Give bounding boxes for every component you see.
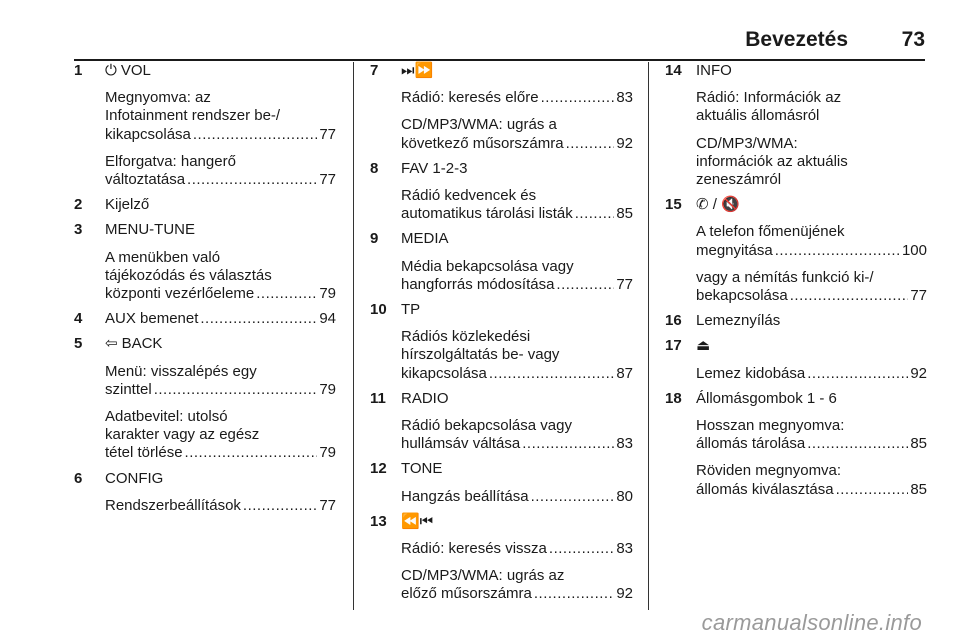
description-text: Rádió: keresés vissza xyxy=(401,540,547,558)
control-icon: ⏭⏩ xyxy=(401,62,434,79)
description-line: tájékozódás és választás xyxy=(105,266,272,284)
legend-entry xyxy=(74,470,336,515)
description-text: Lemez kidobása xyxy=(696,364,806,382)
description-line: információk az aktuális xyxy=(696,152,848,170)
entry-number: 4 xyxy=(74,310,83,328)
description-text: központi vezérlőeleme xyxy=(105,285,255,303)
description-line: A menükben való xyxy=(105,248,221,266)
page-reference: 92 xyxy=(616,134,633,152)
dot-leader xyxy=(534,585,614,603)
page-reference: 83 xyxy=(616,435,633,453)
legend-entry xyxy=(74,62,336,189)
entry-label: VOL xyxy=(120,62,151,79)
description-line: Hosszan megnyomva: xyxy=(696,417,845,435)
description-text: tétel törlése xyxy=(105,444,183,462)
page-reference: 92 xyxy=(910,364,927,382)
legend-entry xyxy=(665,390,927,499)
legend-entry xyxy=(370,230,633,294)
toc-line xyxy=(401,585,633,603)
dot-leader xyxy=(556,276,614,294)
description-text: előző műsorszámra xyxy=(401,585,532,603)
description-text: automatikus tárolási listák xyxy=(401,205,573,223)
entry-number: 2 xyxy=(74,196,83,214)
entry-label: INFO xyxy=(696,62,732,79)
description-text: hangforrás módosítása xyxy=(401,275,555,293)
entry-label: TONE xyxy=(401,460,443,478)
entry-description xyxy=(105,363,336,399)
entry-heading xyxy=(105,335,336,353)
legend-entry xyxy=(370,513,633,604)
page-reference: 77 xyxy=(910,287,927,305)
toc-line xyxy=(105,285,336,303)
legend-entry xyxy=(665,337,927,382)
entry-number: 15 xyxy=(665,196,682,214)
toc-line xyxy=(105,126,336,144)
entry-heading xyxy=(401,460,633,478)
description-line: aktuális állomásról xyxy=(696,107,820,125)
description-line: vagy a némítás funkció ki-/ xyxy=(696,268,874,286)
description-text: Hangzás beállítása xyxy=(401,487,529,505)
entry-description xyxy=(105,89,336,144)
dot-leader xyxy=(807,435,908,453)
dot-leader xyxy=(185,444,318,462)
toc-line xyxy=(696,287,927,305)
toc-line xyxy=(696,481,927,499)
entry-heading xyxy=(696,337,927,355)
entry-label: MENU-TUNE xyxy=(105,221,195,239)
legend-entry xyxy=(74,196,336,214)
toc-line xyxy=(105,497,336,515)
toc-line xyxy=(105,171,336,189)
entry-number: 14 xyxy=(665,62,682,79)
entry-heading xyxy=(401,62,633,80)
description-line: Média bekapcsolása vagy xyxy=(401,257,574,275)
column-divider-1 xyxy=(353,62,354,610)
description-line: hírszolgáltatás be- vagy xyxy=(401,346,560,364)
entry-description xyxy=(696,269,927,305)
legend-entry xyxy=(665,196,927,305)
description-text: állomás tárolása xyxy=(696,435,806,453)
description-text: hullámsáv váltása xyxy=(401,435,521,453)
entry-description xyxy=(696,135,927,190)
entry-heading xyxy=(105,62,336,80)
description-line: Rádió: Információk az xyxy=(696,89,842,107)
toc-line xyxy=(105,444,336,462)
dot-leader xyxy=(256,285,317,303)
entry-heading xyxy=(105,221,336,239)
control-icon: ⏻ xyxy=(105,62,117,79)
page-reference: 100 xyxy=(901,241,927,259)
entry-label: Kijelző xyxy=(105,196,150,214)
entry-number: 5 xyxy=(74,335,83,353)
legend-entry xyxy=(74,310,336,328)
dot-leader xyxy=(836,481,909,499)
description-line: Megnyomva: az xyxy=(105,89,211,107)
watermark: carmanualsonline.info xyxy=(701,610,922,635)
entry-description xyxy=(105,249,336,304)
entry-heading xyxy=(696,390,927,408)
description-line: Elforgatva: hangerő xyxy=(105,152,236,170)
entry-heading xyxy=(105,310,336,328)
page-title: Bevezetés xyxy=(745,28,848,51)
entry-number: 11 xyxy=(370,389,386,407)
legend-entry xyxy=(370,62,633,153)
entry-number: 10 xyxy=(370,301,387,319)
entry-label: AUX bemenet xyxy=(105,310,199,328)
entry-number: 9 xyxy=(370,230,379,248)
entry-number: 13 xyxy=(370,512,387,530)
legend-entry xyxy=(665,62,927,189)
dot-leader xyxy=(200,310,317,328)
page-reference: 85 xyxy=(910,480,927,498)
dot-leader xyxy=(566,135,615,153)
entry-heading xyxy=(401,390,633,408)
entry-description xyxy=(401,187,633,223)
dot-leader xyxy=(775,242,900,260)
description-line: CD/MP3/WMA: ugrás az xyxy=(401,567,565,585)
description-line: Infotainment rendszer be-/ xyxy=(105,107,281,125)
description-line: Menü: visszalépés egy xyxy=(105,362,257,380)
page-reference: 77 xyxy=(319,125,336,143)
dot-leader xyxy=(187,171,317,189)
entry-number: 16 xyxy=(665,312,682,330)
page-reference: 85 xyxy=(616,205,633,223)
entry-label: Lemeznyílás xyxy=(696,312,781,330)
entry-description xyxy=(696,223,927,259)
page-reference: 79 xyxy=(319,444,336,462)
toc-line xyxy=(401,135,633,153)
entry-number: 17 xyxy=(665,337,682,355)
description-line: zeneszámról xyxy=(696,171,782,189)
entry-description xyxy=(401,89,633,107)
entry-heading xyxy=(696,62,927,80)
page-reference: 77 xyxy=(319,171,336,189)
entry-heading xyxy=(401,230,633,248)
toc-line xyxy=(105,381,336,399)
entry-heading xyxy=(401,301,633,319)
column-1 xyxy=(74,62,336,515)
page-reference: 83 xyxy=(616,89,633,107)
header-rule xyxy=(74,59,925,61)
toc-line xyxy=(401,276,633,294)
entry-number: 12 xyxy=(370,460,387,478)
column-divider-2 xyxy=(648,62,649,610)
page-reference: 79 xyxy=(319,285,336,303)
legend-entry xyxy=(370,301,633,383)
entry-label: TP xyxy=(401,301,421,319)
page-reference: 79 xyxy=(319,380,336,398)
dot-leader xyxy=(549,540,614,558)
entry-heading xyxy=(105,470,336,488)
entry-number: 18 xyxy=(665,389,682,407)
control-icon: ⏪⏮ xyxy=(401,512,434,530)
description-text: Rádió: keresés előre xyxy=(401,89,539,107)
entry-description xyxy=(401,417,633,453)
entry-description xyxy=(401,540,633,558)
description-line: A telefon főmenüjének xyxy=(696,223,845,241)
control-icon: ⇦ xyxy=(105,335,118,353)
legend-entry xyxy=(370,160,633,224)
page-reference: 85 xyxy=(910,435,927,453)
description-line: CD/MP3/WMA: xyxy=(696,134,798,152)
entry-number: 6 xyxy=(74,469,83,487)
dot-leader xyxy=(193,126,317,144)
entry-description xyxy=(696,365,927,383)
page-reference: 80 xyxy=(616,487,633,505)
entry-label: CONFIG xyxy=(105,469,164,487)
entry-number: 8 xyxy=(370,159,379,177)
entry-description xyxy=(401,116,633,152)
legend-entry xyxy=(665,312,927,330)
legend-entry xyxy=(370,460,633,505)
entry-number: 1 xyxy=(74,62,83,79)
description-text: kikapcsolása xyxy=(401,364,487,382)
page-reference: 92 xyxy=(616,585,633,603)
legend-entry xyxy=(74,221,336,303)
page-reference: 94 xyxy=(319,310,336,328)
page-reference: 77 xyxy=(319,496,336,514)
description-line: Rádió kedvencek és xyxy=(401,187,537,205)
description-text: kikapcsolása xyxy=(105,125,191,143)
toc-line xyxy=(401,435,633,453)
column-3 xyxy=(665,62,927,499)
entry-heading xyxy=(401,513,633,531)
entry-label: FAV 1-2-3 xyxy=(401,159,468,177)
description-line: Rádió bekapcsolása vagy xyxy=(401,417,572,435)
page-number: 73 xyxy=(901,28,925,51)
description-line: CD/MP3/WMA: ugrás a xyxy=(401,116,557,134)
legend-entry xyxy=(74,335,336,462)
dot-leader xyxy=(489,365,614,383)
entry-heading xyxy=(696,312,927,330)
entry-heading xyxy=(401,160,633,178)
entry-label: MEDIA xyxy=(401,230,449,248)
description-text: Rendszerbeállítások xyxy=(105,496,241,514)
toc-line xyxy=(401,540,633,558)
dot-leader xyxy=(243,497,317,515)
entry-description xyxy=(105,497,336,515)
entry-number: 7 xyxy=(370,62,379,79)
description-line: Rádiós közlekedési xyxy=(401,328,531,346)
description-text: állomás kiválasztása xyxy=(696,480,834,498)
toc-line xyxy=(696,365,927,383)
dot-leader xyxy=(154,381,318,399)
entry-description xyxy=(105,153,336,189)
toc-line xyxy=(401,205,633,223)
toc-line xyxy=(401,488,633,506)
description-text: következő műsorszámra xyxy=(401,134,564,152)
description-line: karakter vagy az egész xyxy=(105,426,260,444)
dot-leader xyxy=(522,435,614,453)
page-reference: 83 xyxy=(616,540,633,558)
dot-leader xyxy=(790,287,909,305)
entry-label: Állomásgombok 1 - 6 xyxy=(696,389,837,407)
page-header xyxy=(0,20,960,60)
toc-line xyxy=(696,435,927,453)
dot-leader xyxy=(807,365,908,383)
description-line: Adatbevitel: utolsó xyxy=(105,408,228,426)
entry-description xyxy=(105,408,336,463)
description-line: Röviden megnyomva: xyxy=(696,462,842,480)
entry-number: 3 xyxy=(74,221,83,239)
description-text: megnyitása xyxy=(696,241,773,259)
toc-line xyxy=(401,89,633,107)
dot-leader xyxy=(541,89,615,107)
toc-line xyxy=(401,365,633,383)
entry-heading xyxy=(105,196,336,214)
legend-entry xyxy=(370,390,633,454)
entry-description xyxy=(401,488,633,506)
entry-description xyxy=(696,89,927,125)
page-reference: 87 xyxy=(616,364,633,382)
control-icon: ⏏ xyxy=(696,337,711,355)
entry-description xyxy=(696,417,927,453)
description-text: változtatása xyxy=(105,171,186,189)
page-reference: 77 xyxy=(616,275,633,293)
entry-label: RADIO xyxy=(401,389,449,407)
entry-description xyxy=(401,328,633,383)
dot-leader xyxy=(531,488,615,506)
description-text: bekapcsolása xyxy=(696,287,788,305)
entry-label: BACK xyxy=(121,335,163,353)
description-text: szinttel xyxy=(105,380,152,398)
entry-description xyxy=(401,567,633,603)
entry-description xyxy=(696,462,927,498)
toc-line xyxy=(696,242,927,260)
entry-description xyxy=(401,258,633,294)
control-icon: ✆ / 🔇 xyxy=(696,196,740,214)
dot-leader xyxy=(575,205,615,223)
column-2 xyxy=(370,62,633,604)
entry-heading xyxy=(696,196,927,214)
